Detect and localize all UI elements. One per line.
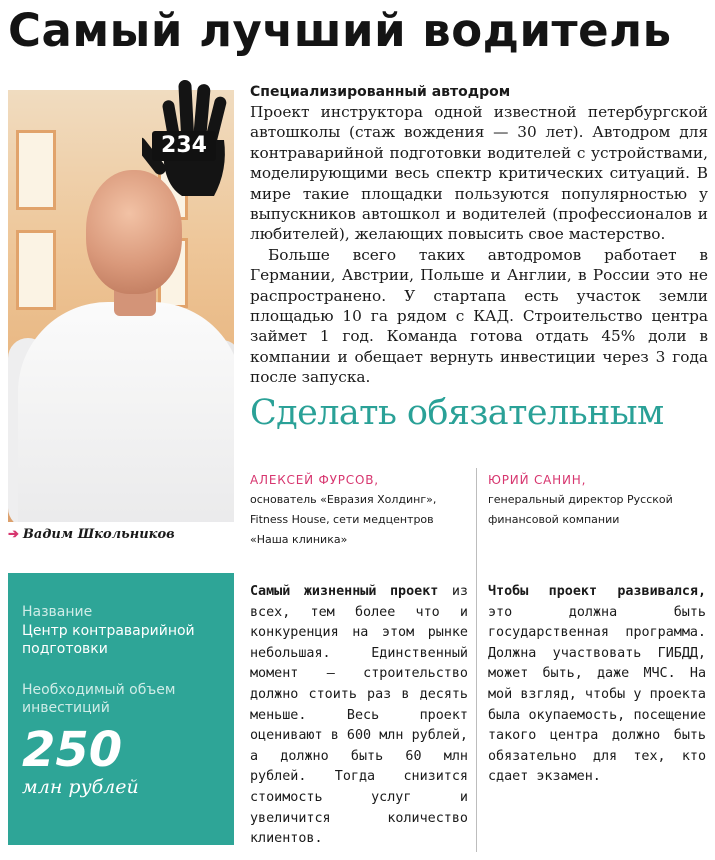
name-value: Центр контраварийной подготовки [22, 622, 195, 657]
arrow-right-icon: ➔ [8, 527, 19, 542]
name-label: Название [22, 604, 93, 620]
project-info-panel [8, 573, 234, 845]
intro-paragraph-1: Проект инструктора одной известной петербургской автошколы (стаж вождения — 30 лет). Автодром для контраварийной подготовки водителей с устройствами, моделирующими весь спектр критических ситуаций. В мире такие площадки пользуются популярностью у выпускников автошкол и водителей (профессионалов и любителей), желающих повысить свое мастерство. [250, 103, 708, 244]
expert-1-quote-lead: Самый жизненный проект [250, 584, 439, 599]
intro-heading: Специализированный автодром [250, 84, 511, 100]
expert-1-role: основатель «Евразия Холдинг», Fitness House, сети медцентров «Наша клиника» [250, 493, 437, 546]
project-number-badge: 234 [152, 131, 216, 161]
expert-1-quote-text: из всех, тем более что и конкуренция на этом рынке небольшая. Единственный момент — строительство должно стоить раз в десять меньше. Весь проект оценивают в 600 млн рублей, а должно быть 60 млн рублей. Тогда снизится стоимость услуг и увеличится количество клиентов. [250, 584, 468, 847]
investment-unit: млн рублей [22, 775, 139, 798]
expert-1 [250, 470, 470, 550]
expert-2-name: ЮРИЙ САНИН, [488, 473, 587, 487]
expert-2-role: генеральный директор Русской финансовой компании [488, 493, 673, 526]
expert-2-quote-lead: Чтобы проект развивался, [488, 584, 706, 599]
expert-1-name: АЛЕКСЕЙ ФУРСОВ, [250, 473, 379, 487]
headline: Самый лучший водитель [8, 4, 672, 57]
investment-label: Необходимый объем инвестиций [22, 681, 176, 716]
section-title: Сделать обязательным [250, 393, 664, 433]
expert-2 [488, 470, 708, 530]
intro-paragraph-2: Больше всего таких автодромов работает в Германии, Австрии, Польше и Англии, в России это не распространено. У стартапа есть участок земли площадью 10 га рядом с КАД. Строительство центра займет 1 год. Команда готова отдать 45% доли в компании и обещает вернуть инвестиции через 3 года после запуска. [250, 245, 708, 387]
caption-name: Вадим Школьников [22, 527, 175, 542]
expert-2-quote-text: это должна быть государственная программа. Должна участвовать ГИБДД, может быть, даже МЧС. На мой взгляд, чтобы у проекта была окупаемость, посещение такого центра должно быть обязательно для тех, кто сдает экзамен. [488, 604, 706, 785]
photo-caption [8, 527, 175, 542]
expert-2-quote [488, 582, 706, 788]
expert-1-quote [250, 582, 468, 850]
investment-amount: 250 [22, 721, 123, 778]
intro-text [250, 82, 708, 388]
column-divider [476, 468, 477, 852]
